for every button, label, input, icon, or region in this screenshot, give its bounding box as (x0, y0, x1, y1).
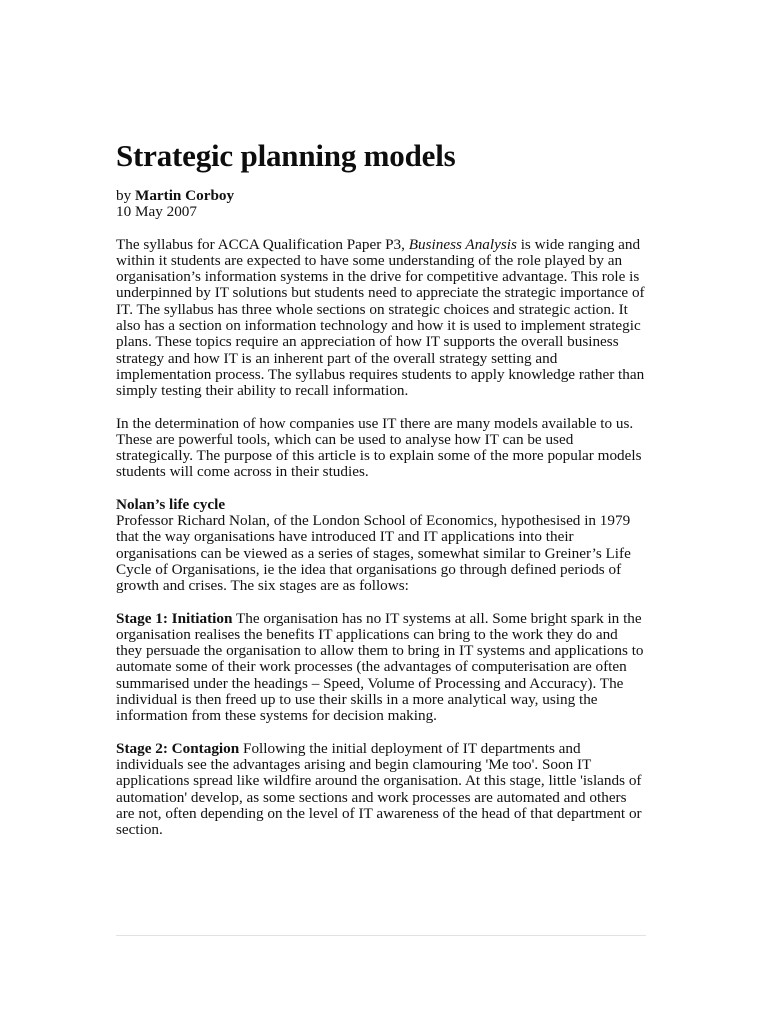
intro-text-end: is wide ranging and within it students are expected to have some understanding of the role played by an organisation’s information systems in the drive for competitive advantage. This role is underpinned by IT solutions but students need to appreciate the strategic importance of IT. The syllabus has three whole sections on strategic choices and strategic action. It also has a section on information technology and how it is used to implement strategic plans. These topics require an appreciation of how IT supports the overall business strategy and how IT is an inherent part of the overall strategy setting and implementation process. The syllabus requires students to apply knowledge rather than simply testing their ability to recall information. (116, 235, 645, 400)
article-title: Strategic planning models (116, 138, 456, 173)
nolan-section (116, 497, 646, 595)
nolan-paragraph: Professor Richard Nolan, of the London School of Economics, hypothesised in 1979 that the way organisations have introduced IT and IT applications into their organisations can be viewed as a series of stages, somewhat similar to Greiner’s Life Cycle of Organisations, ie the idea that organisations go through defined periods of growth and crises. The six stages are as follows: (116, 512, 631, 595)
stage1-paragraph (116, 611, 646, 725)
models-paragraph: In the determination of how companies use IT there are many models available to us. These are powerful tools, which can be used to analyse how IT can be used strategically. The purpose of this article is to explain some of the more popular models students will come across in their studies. (116, 414, 642, 481)
author-name: Martin Corboy (134, 187, 235, 204)
stage1-heading: Stage 1: Initiation (116, 609, 233, 627)
publish-date: 10 May 2007 (116, 203, 197, 221)
article-body (116, 138, 646, 838)
stage2-paragraph (116, 741, 646, 839)
page-divider (116, 935, 646, 936)
intro-text-start: The syllabus for ACCA Qualification Paper P3, (116, 235, 409, 253)
stage1-text: The organisation has no IT systems at all. Some bright spark in the organisation realises the benefits IT applications can bring to the work they do and they persuade the organisation to allow them to bring in IT systems and applications to automate some of their work processes (the advantages of computerisation are often summarised under the headings – Speed, Volume of Processing and Accuracy). The individual is then freed up to use their skills in a more analytical way, using the information from these systems for decision making. (116, 609, 644, 725)
nolan-heading: Nolan’s life cycle (116, 495, 226, 513)
stage2-text: Following the initial deployment of IT departments and individuals see the advantages arising and begin clamouring 'Me too'. Soon IT applications spread like wildfire around the organisation. At this stage, little 'islands of automation' develop, as some sections and work processes are automated and others are not, often depending on the level of IT awareness of the head of that department or section. (116, 739, 642, 839)
byline (116, 188, 646, 204)
byline-prefix: by (116, 187, 135, 204)
intro-emphasis: Business Analysis (408, 235, 517, 253)
intro-paragraph (116, 237, 646, 400)
stage2-heading: Stage 2: Contagion (116, 739, 240, 757)
